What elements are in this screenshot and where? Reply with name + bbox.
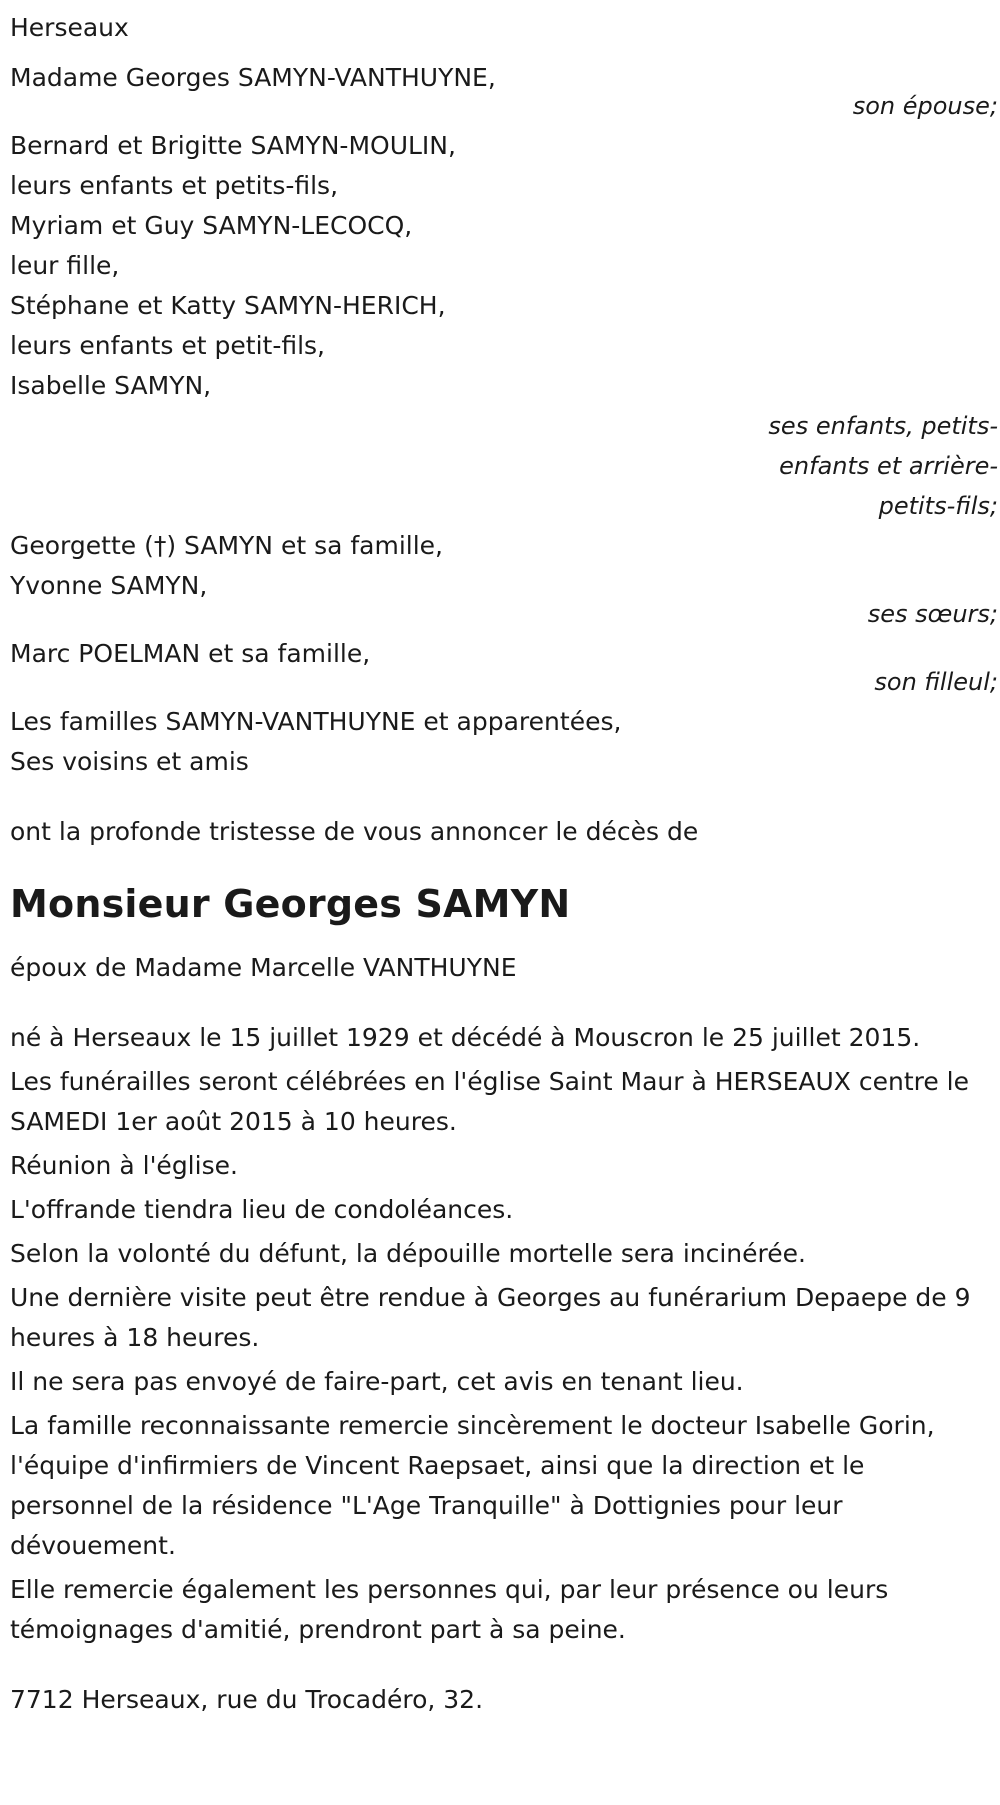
family-group-godson	[10, 634, 998, 702]
family-line: Bernard et Brigitte SAMYN-MOULIN,	[10, 131, 456, 160]
spouse-line: époux de Madame Marcelle VANTHUYNE	[10, 953, 517, 982]
family-group-sisters	[10, 526, 998, 634]
funeral-paragraph: Les funérailles seront célébrées en l'église Saint Maur à HERSEAUX centre le SAMEDI 1er août 2015 à 10 heures.	[10, 1067, 970, 1136]
family-group-others	[10, 702, 990, 782]
family-line: Isabelle SAMYN,	[10, 371, 212, 400]
family-line: Yvonne SAMYN,	[10, 571, 208, 600]
offering-paragraph: L'offrande tiendra lieu de condoléances.	[10, 1195, 514, 1224]
family-line: Ses voisins et amis	[10, 747, 249, 776]
announcement-text: ont la profonde tristesse de vous annoncer le décès de	[10, 817, 699, 846]
family-role: son filleul;	[874, 668, 998, 696]
thanks-second-paragraph: Elle remercie également les personnes qui, par leur présence ou leurs témoignages d'amitié, prendront part à sa peine.	[10, 1575, 889, 1644]
visit-paragraph: Une dernière visite peut être rendue à Georges au funérarium Depaepe de 9 heures à 18 heures.	[10, 1283, 971, 1352]
cremation-paragraph: Selon la volonté du défunt, la dépouille mortelle sera incinérée.	[10, 1239, 806, 1268]
family-line: Georgette (†) SAMYN et sa famille,	[10, 531, 444, 560]
deceased-name: Monsieur Georges SAMYN	[10, 882, 571, 926]
family-line: leurs enfants et petit-fils,	[10, 331, 326, 360]
family-line: Madame Georges SAMYN-VANTHUYNE,	[10, 63, 496, 92]
family-line: Les familles SAMYN-VANTHUYNE et apparentées,	[10, 707, 622, 736]
family-line: leur fille,	[10, 251, 120, 280]
family-role-line: petits-fils;	[878, 492, 998, 520]
birth-death-line: né à Herseaux le 15 juillet 1929 et décédé à Mouscron le 25 juillet 2015.	[10, 1023, 921, 1052]
family-role	[10, 406, 998, 526]
location-heading: Herseaux	[10, 13, 129, 42]
family-role-line: ses enfants, petits-	[768, 412, 998, 440]
family-line: Stéphane et Katty SAMYN-HERICH,	[10, 291, 446, 320]
family-role: son épouse;	[852, 92, 998, 120]
family-group-spouse	[10, 58, 998, 126]
family-role: ses sœurs;	[867, 600, 998, 628]
family-line: Marc POELMAN et sa famille,	[10, 639, 371, 668]
family-group-children	[10, 126, 998, 526]
family-line: leurs enfants et petits-fils,	[10, 171, 339, 200]
thanks-paragraph: La famille reconnaissante remercie sincèrement le docteur Isabelle Gorin, l'équipe d'infirmiers de Vincent Raepsaet, ainsi que la direction et le personnel de la résidence "L'Age Tranquille" à Dottignies pour leur dévouement.	[10, 1411, 935, 1560]
meeting-paragraph: Réunion à l'église.	[10, 1151, 238, 1180]
family-line: Myriam et Guy SAMYN-LECOCQ,	[10, 211, 413, 240]
notice-paragraph: Il ne sera pas envoyé de faire-part, cet avis en tenant lieu.	[10, 1367, 744, 1396]
family-role-line: enfants et arrière-	[779, 452, 998, 480]
address-line: 7712 Herseaux, rue du Trocadéro, 32.	[10, 1685, 484, 1714]
